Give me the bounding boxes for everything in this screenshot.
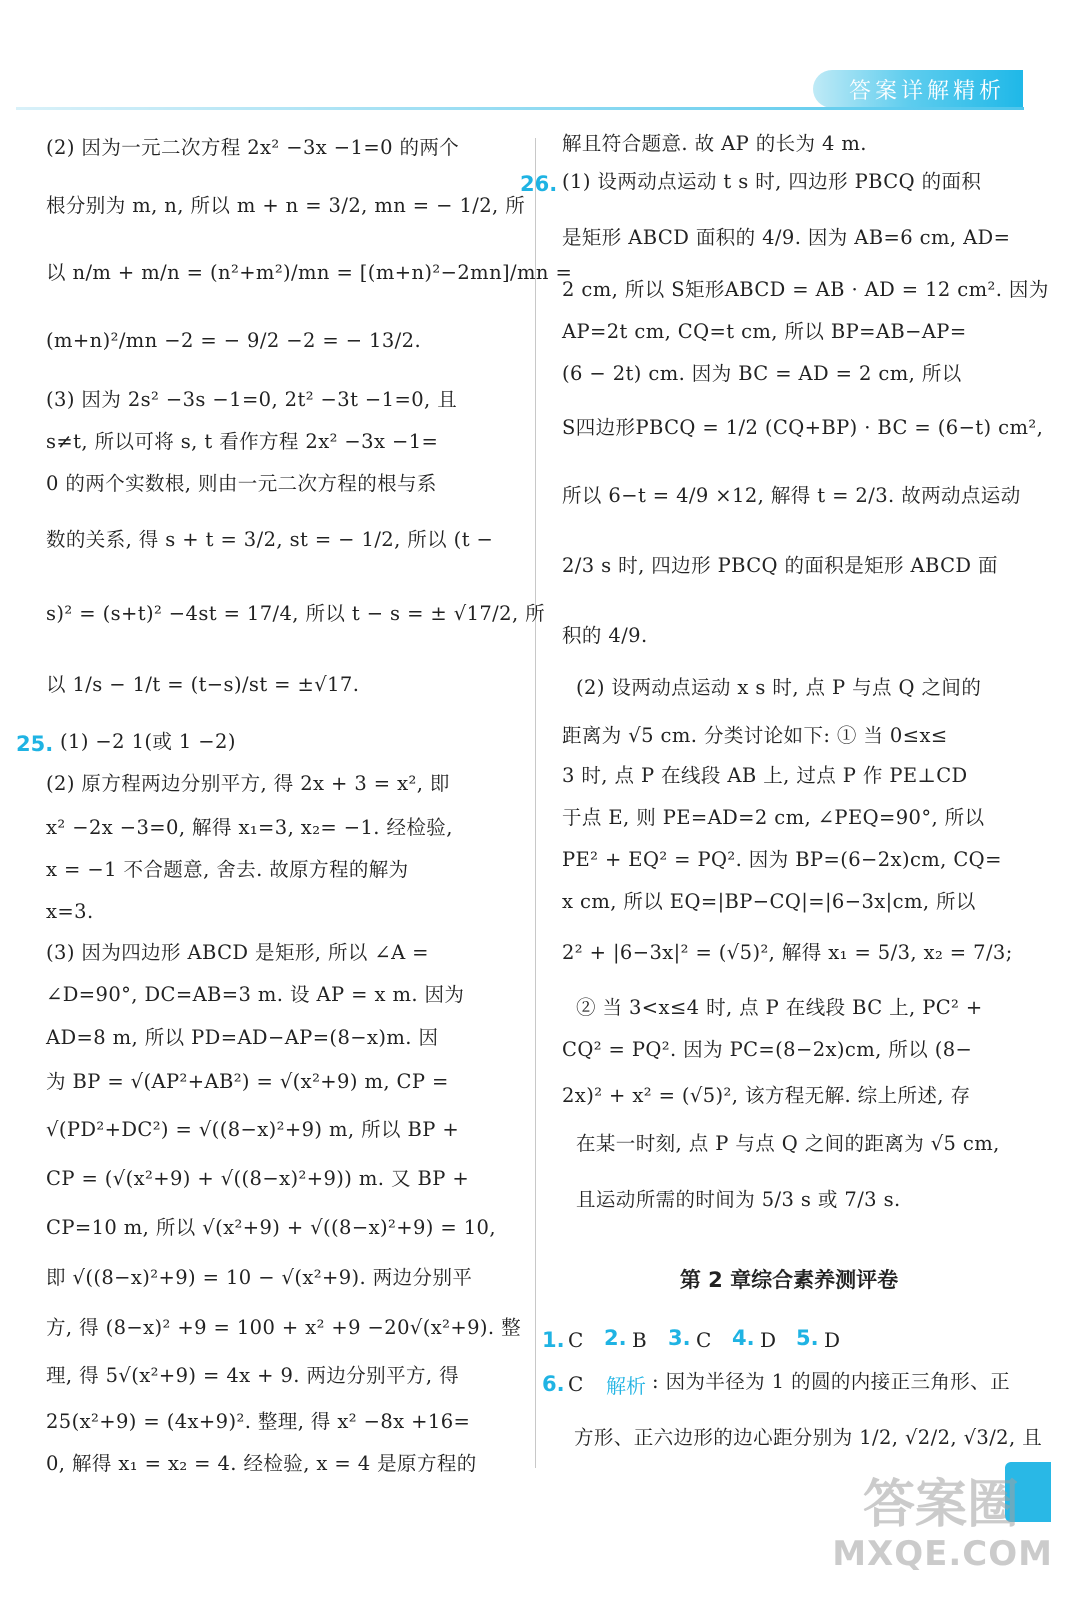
text-line: 3 时, 点 P 在线段 AB 上, 过点 P 作 PE⊥CD <box>562 764 968 787</box>
answer-value: D <box>824 1328 841 1352</box>
question-number-6: 6. <box>542 1372 565 1396</box>
text-line: 是矩形 ABCD 面积的 4/9. 因为 AB=6 cm, AD= <box>562 226 1011 249</box>
text-line: CP=10 m, 所以 √(x²+9) + √((8−x)²+9) = 10, <box>46 1216 496 1239</box>
text-line: x² −2x −3=0, 解得 x₁=3, x₂= −1. 经检验, <box>46 816 453 839</box>
text-line: 0 的两个实数根, 则由一元二次方程的根与系 <box>46 472 437 495</box>
text-line: s)² = (s+t)² −4st = 17/4, 所以 t − s = ± √17/2, 所 <box>46 602 546 625</box>
header-tab <box>813 70 1023 108</box>
text-line: 在某一时刻, 点 P 与点 Q 之间的距离为 √5 cm, <box>576 1132 1000 1155</box>
text-line: 2 cm, 所以 S矩形ABCD = AB · AD = 12 cm². 因为 <box>562 278 1049 301</box>
text-line: x cm, 所以 EQ=|BP−CQ|=|6−3x|cm, 所以 <box>562 890 976 913</box>
text-line: 以 n/m + m/n = (n²+m²)/mn = [(m+n)²−2mn]/mn = <box>46 261 573 284</box>
text-line: 即 √((8−x)²+9) = 10 − √(x²+9). 两边分别平 <box>46 1266 473 1289</box>
text-line: 根分别为 m, n, 所以 m + n = 3/2, mn = − 1/2, 所 <box>46 194 526 217</box>
text-line: 2x)² + x² = (√5)², 该方程无解. 综上所述, 存 <box>562 1084 971 1107</box>
text-line: 所以 6−t = 4/9 ×12, 解得 t = 2/3. 故两动点运动 <box>562 484 1021 507</box>
text-line: ∠D=90°, DC=AB=3 m. 设 AP = x m. 因为 <box>46 983 465 1006</box>
text-line: (3) 因为四边形 ABCD 是矩形, 所以 ∠A = <box>46 941 429 964</box>
text-line: 积的 4/9. <box>562 624 648 647</box>
answer-value: B <box>632 1328 647 1352</box>
answer-number: 4. <box>732 1326 755 1350</box>
text-line: (1) −2 1(或 1 −2) <box>60 730 236 753</box>
watermark-logo-text: 答案圈 <box>862 1475 1019 1535</box>
analysis-label: 解析 <box>606 1374 646 1398</box>
answer-number: 2. <box>604 1326 627 1350</box>
answer-value: C <box>696 1328 712 1352</box>
text-line: CQ² = PQ². 因为 PC=(8−2x)cm, 所以 (8− <box>562 1038 973 1061</box>
text-line: 方形、正六边形的边心距分别为 1/2, √2/2, √3/2, 且 <box>574 1426 1043 1449</box>
text-line: 0, 解得 x₁ = x₂ = 4. 经检验, x = 4 是原方程的 <box>46 1452 477 1475</box>
header-rule <box>16 107 1024 110</box>
answer-number: 3. <box>668 1326 691 1350</box>
question-number-25: 25. <box>16 732 54 756</box>
column-divider <box>535 138 536 1468</box>
question-number-26: 26. <box>520 172 558 196</box>
text-line: x = −1 不合题意, 舍去. 故原方程的解为 <box>46 858 409 881</box>
watermark-url: MXQE.COM <box>832 1534 1053 1574</box>
answer-value: C <box>568 1372 584 1396</box>
text-line: PE² + EQ² = PQ². 因为 BP=(6−2x)cm, CQ= <box>562 848 1002 871</box>
text-line: (1) 设两动点运动 t s 时, 四边形 PBCQ 的面积 <box>562 170 982 193</box>
section-title: 第 2 章综合素养测评卷 <box>679 1268 899 1292</box>
text-line: 距离为 √5 cm. 分类讨论如下: ① 当 0≤x≤ <box>562 724 948 747</box>
text-line: (2) 因为一元二次方程 2x² −3x −1=0 的两个 <box>46 136 460 159</box>
text-line: x=3. <box>46 900 94 923</box>
text-line: 为 BP = √(AP²+AB²) = √(x²+9) m, CP = <box>46 1070 449 1093</box>
text-line: (2) 原方程两边分别平方, 得 2x + 3 = x², 即 <box>46 772 450 795</box>
text-line: : 因为半径为 1 的圆的内接正三角形、正 <box>652 1370 1010 1393</box>
text-line: 理, 得 5√(x²+9) = 4x + 9. 两边分别平方, 得 <box>46 1364 459 1387</box>
text-line: s≠t, 所以可将 s, t 看作方程 2x² −3x −1= <box>46 430 439 453</box>
text-line: (3) 因为 2s² −3s −1=0, 2t² −3t −1=0, 且 <box>46 388 458 411</box>
header-tab-label: 答案详解精析 <box>848 79 1005 104</box>
text-line: 以 1/s − 1/t = (t−s)/st = ±√17. <box>46 673 360 696</box>
text-line: 2² + |6−3x|² = (√5)², 解得 x₁ = 5/3, x₂ = 7/3; <box>562 941 1013 964</box>
answer-number: 1. <box>542 1328 565 1352</box>
text-line: AD=8 m, 所以 PD=AD−AP=(8−x)m. 因 <box>46 1026 439 1049</box>
text-line: 2/3 s 时, 四边形 PBCQ 的面积是矩形 ABCD 面 <box>562 554 998 577</box>
text-line: 且运动所需的时间为 5/3 s 或 7/3 s. <box>576 1188 901 1211</box>
text-line: ② 当 3<x≤4 时, 点 P 在线段 BC 上, PC² + <box>576 996 983 1019</box>
text-line: (m+n)²/mn −2 = − 9/2 −2 = − 13/2. <box>46 329 422 352</box>
text-line: S四边形PBCQ = 1/2 (CQ+BP) · BC = (6−t) cm², <box>562 416 1044 439</box>
watermark <box>832 1462 1059 1592</box>
answer-value: C <box>568 1328 584 1352</box>
text-line: 25(x²+9) = (4x+9)². 整理, 得 x² −8x +16= <box>46 1410 471 1433</box>
text-line: 解且符合题意. 故 AP 的长为 4 m. <box>562 132 867 155</box>
text-line: 数的关系, 得 s + t = 3/2, st = − 1/2, 所以 (t − <box>46 528 494 551</box>
text-line: (6 − 2t) cm. 因为 BC = AD = 2 cm, 所以 <box>562 362 962 385</box>
text-line: √(PD²+DC²) = √((8−x)²+9) m, 所以 BP + <box>46 1118 460 1141</box>
text-line: CP = (√(x²+9) + √((8−x)²+9)) m. 又 BP + <box>46 1167 470 1190</box>
text-line: AP=2t cm, CQ=t cm, 所以 BP=AB−AP= <box>562 320 967 343</box>
answer-value: D <box>760 1328 777 1352</box>
answer-number: 5. <box>796 1326 819 1350</box>
text-line: (2) 设两动点运动 x s 时, 点 P 与点 Q 之间的 <box>576 676 982 699</box>
text-line: 方, 得 (8−x)² +9 = 100 + x² +9 −20√(x²+9). 整 <box>46 1316 522 1339</box>
text-line: 于点 E, 则 PE=AD=2 cm, ∠PEQ=90°, 所以 <box>562 806 985 829</box>
page-header <box>0 0 1071 120</box>
